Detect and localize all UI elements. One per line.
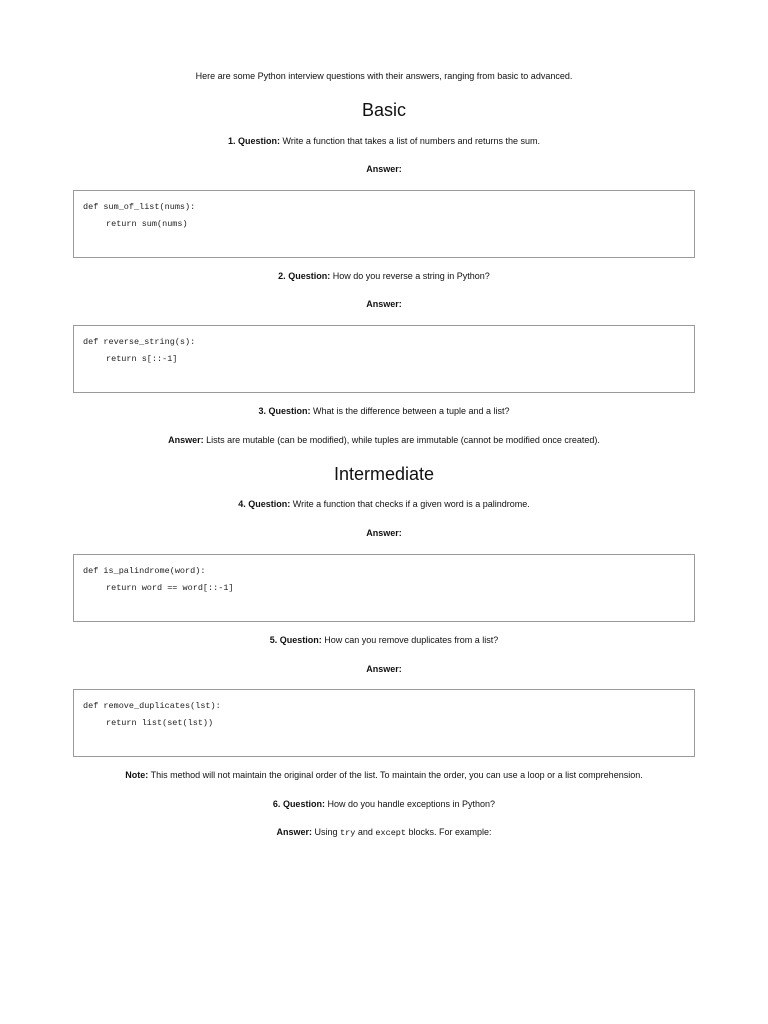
answer-4-label: Answer: bbox=[366, 528, 402, 538]
question-1-label: 1. Question: bbox=[227, 136, 281, 146]
code-line: return word == word[::-1] bbox=[106, 583, 234, 593]
answer-2-label: Answer: bbox=[366, 299, 402, 309]
code-line: def remove_duplicates(lst): bbox=[83, 701, 221, 711]
answer-3 bbox=[0, 434, 768, 446]
code-block-2 bbox=[73, 325, 695, 393]
question-3 bbox=[0, 405, 768, 417]
code-line: return list(set(lst)) bbox=[106, 718, 214, 728]
code-line: def reverse_string(s): bbox=[83, 337, 196, 347]
question-1-text: Write a function that takes a list of numbers and returns the sum. bbox=[282, 136, 540, 146]
answer-6-label: Answer: bbox=[276, 827, 312, 837]
code-block-4 bbox=[73, 554, 695, 622]
question-6-text: How do you handle exceptions in Python? bbox=[327, 799, 496, 809]
section-heading-intermediate: Intermediate bbox=[333, 464, 435, 484]
question-2 bbox=[0, 270, 768, 282]
answer-3-label: Answer: bbox=[168, 435, 204, 445]
code-block-1 bbox=[73, 190, 695, 258]
question-3-label: 3. Question: bbox=[258, 406, 311, 416]
section-heading-basic: Basic bbox=[361, 100, 406, 120]
code-line: return s[::-1] bbox=[106, 354, 178, 364]
question-5-text: How can you remove duplicates from a list? bbox=[324, 635, 499, 645]
question-6 bbox=[0, 798, 768, 810]
inline-code-try: try bbox=[340, 828, 356, 838]
code-line: return sum(nums) bbox=[106, 219, 188, 229]
question-4 bbox=[0, 498, 768, 510]
note-text: This method will not maintain the original order of the list. To maintain the order, you can use a loop or a list comprehension. bbox=[150, 770, 643, 780]
answer-6: Answer: Using try and except blocks. For example: bbox=[276, 827, 492, 838]
question-4-label: 4. Question: bbox=[238, 499, 291, 509]
code-line: def sum_of_list(nums): bbox=[83, 202, 196, 212]
code-line: def is_palindrome(word): bbox=[83, 566, 206, 576]
intro-text: Here are some Python interview questions with their answers, ranging from basic to advanced. bbox=[195, 71, 573, 81]
answer-5-label: Answer: bbox=[366, 664, 402, 674]
code-block-5 bbox=[73, 689, 695, 757]
question-1 bbox=[0, 135, 768, 147]
question-2-label: 2. Question: bbox=[278, 271, 331, 281]
question-6-label: 6. Question: bbox=[272, 799, 325, 809]
question-5-label: 5. Question: bbox=[269, 635, 322, 645]
note-5 bbox=[0, 769, 768, 781]
answer-1-label: Answer: bbox=[366, 164, 402, 174]
question-3-text: What is the difference between a tuple and a list? bbox=[313, 406, 510, 416]
inline-code-except: except bbox=[375, 828, 406, 838]
note-label: Note: bbox=[125, 770, 149, 780]
question-4-text: Write a function that checks if a given word is a palindrome. bbox=[292, 499, 530, 509]
answer-3-text: Lists are mutable (can be modified), while tuples are immutable (cannot be modified once created). bbox=[206, 435, 600, 445]
question-2-text: How do you reverse a string in Python? bbox=[332, 271, 490, 281]
question-5 bbox=[0, 634, 768, 646]
